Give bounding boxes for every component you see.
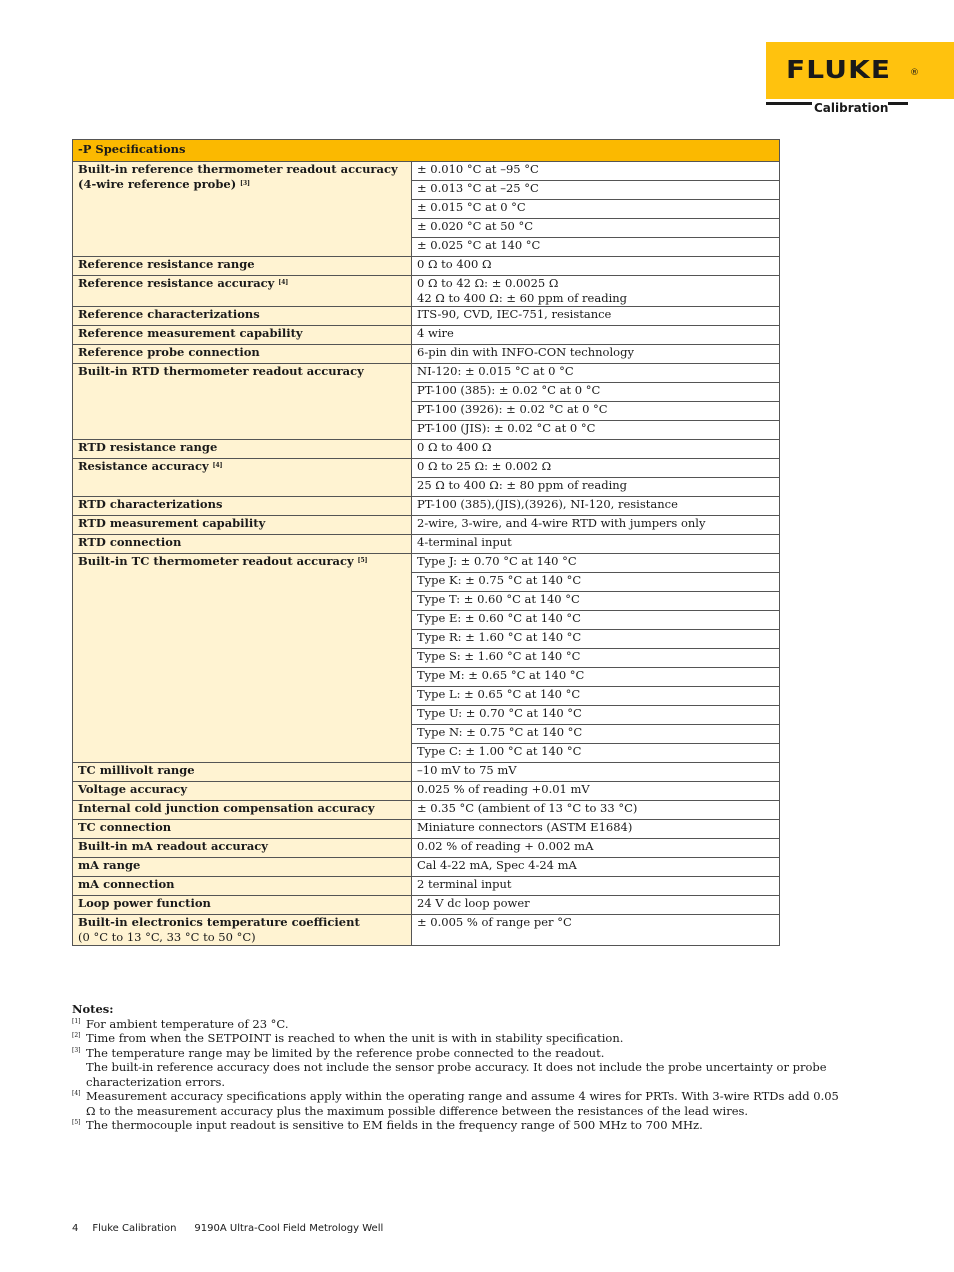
spec-value: ± 0.015 °C at 0 °C [412,200,780,219]
logo-registered-mark: ® [910,68,919,78]
spec-value: PT-100 (385),(JIS),(3926), NI-120, resistance [412,497,780,516]
table-row [73,364,780,383]
spec-value: Type U: ± 0.70 °C at 140 °C [412,706,780,725]
spec-label-text: TC millivolt range [78,763,195,777]
spec-value: ± 0.35 °C (ambient of 13 °C to 33 °C) [412,801,780,820]
spec-label-text: Reference resistance range [78,257,255,271]
spec-label-text: Reference measurement capability [78,326,303,340]
footnote-ref: [4] [212,462,223,469]
spec-value: 4 wire [412,326,780,345]
note-text: Measurement accuracy specifications apply within the operating range and assume 4 wires for PRTs. With 3-wire RTDs add 0.05 Ω to the measurement accuracy plus the maximum possible difference between the resistances of the lead wires. [86,1089,839,1118]
spec-value: 0 Ω to 400 Ω [412,257,780,276]
spec-value: 0 Ω to 25 Ω: ± 0.002 Ω [412,459,780,478]
spec-value: 6-pin din with INFO-CON technology [412,345,780,364]
spec-label [73,162,412,257]
table-row [73,896,780,915]
table-row [73,554,780,573]
spec-label-text: RTD resistance range [78,440,218,454]
specifications-table [72,139,780,946]
note-text-continued: The built-in reference accuracy does not include the sensor probe accuracy. It does not include the probe uncertainty or probe characterization errors. [86,1060,827,1089]
spec-value: Type L: ± 0.65 °C at 140 °C [412,687,780,706]
table-row [73,858,780,877]
note-number: [1] [72,1017,81,1025]
footnote-ref: [4] [278,279,289,286]
spec-label-text: Built-in mA readout accuracy [78,839,268,853]
note-text: The thermocouple input readout is sensitive to EM fields in the frequency range of 500 MHz to 700 MHz. [86,1118,703,1132]
spec-value: 24 V dc loop power [412,896,780,915]
spec-value: ITS-90, CVD, IEC-751, resistance [412,307,780,326]
spec-label-text: Reference resistance accuracy [78,276,275,290]
note-number: [5] [72,1119,81,1126]
spec-label [73,896,412,915]
spec-value: –10 mV to 75 mV [412,763,780,782]
table-row [73,257,780,276]
note-number: [4] [72,1090,81,1097]
footer-product: 9190A Ultra-Cool Field Metrology Well [194,1223,384,1234]
spec-label [73,839,412,858]
spec-value: ± 0.025 °C at 140 °C [412,238,780,257]
spec-value: Cal 4-22 mA, Spec 4-24 mA [412,858,780,877]
spec-label [73,801,412,820]
spec-value: Type C: ± 1.00 °C at 140 °C [412,744,780,763]
table-row [73,440,780,459]
spec-value: Type R: ± 1.60 °C at 140 °C [412,630,780,649]
spec-label [73,326,412,345]
table-row [73,516,780,535]
spec-label [73,763,412,782]
page-number: 4 [72,1223,79,1234]
spec-value: ± 0.005 % of range per °C [412,915,780,946]
spec-value: 0 Ω to 400 Ω [412,440,780,459]
spec-value: 25 Ω to 400 Ω: ± 80 ppm of reading [412,478,780,497]
spec-label-text: RTD characterizations [78,497,223,511]
note-item [72,1031,842,1046]
logo-subtitle: Calibration [814,101,889,115]
spec-value: 0.02 % of reading + 0.002 mA [412,839,780,858]
spec-value: 2 terminal input [412,877,780,896]
spec-label [73,554,412,763]
table-row [73,877,780,896]
spec-value: Type T: ± 0.60 °C at 140 °C [412,592,780,611]
spec-label-text: Built-in electronics temperature coefficient [78,915,360,929]
spec-value: PT-100 (3926): ± 0.02 °C at 0 °C [412,402,780,421]
spec-value-line: 42 Ω to 400 Ω: ± 60 ppm of reading [417,291,628,305]
spec-label-text: mA range [78,858,141,872]
note-item [72,1017,842,1032]
fluke-logo [766,42,954,99]
spec-label-text: mA connection [78,877,175,891]
table-row [73,763,780,782]
spec-label [73,858,412,877]
spec-label [73,307,412,326]
spec-label [73,820,412,839]
page-footer [72,1223,397,1234]
table-row [73,307,780,326]
footnote-ref: [3] [240,180,251,187]
table-row [73,839,780,858]
logo-brand: FLUKE [786,55,892,84]
spec-label [73,915,412,946]
spec-value: 0.025 % of reading +0.01 mV [412,782,780,801]
spec-label [73,535,412,554]
table-row [73,276,780,307]
table-row [73,535,780,554]
spec-value: Type M: ± 0.65 °C at 140 °C [412,668,780,687]
spec-label-text: Built-in reference thermometer readout accuracy (4-wire reference probe) [78,162,398,191]
note-item [72,1118,842,1133]
spec-value: ± 0.010 °C at –95 °C [412,162,780,181]
spec-label [73,877,412,896]
note-item [72,1046,842,1090]
table-row [73,326,780,345]
table-row [73,459,780,478]
spec-value: PT-100 (JIS): ± 0.02 °C at 0 °C [412,421,780,440]
spec-value: ± 0.020 °C at 50 °C [412,219,780,238]
table-row [73,782,780,801]
spec-label-text: RTD measurement capability [78,516,266,530]
note-number: [3] [72,1046,81,1054]
table-row [73,345,780,364]
notes-section [72,1002,842,1133]
spec-label-text: Voltage accuracy [78,782,188,796]
footnote-ref: [5] [357,557,368,564]
spec-label-text: TC connection [78,820,172,834]
spec-label-text: Resistance accuracy [78,459,209,473]
spec-value: PT-100 (385): ± 0.02 °C at 0 °C [412,383,780,402]
spec-label [73,497,412,516]
notes-title: Notes: [72,1002,114,1016]
spec-label-text: Internal cold junction compensation accuracy [78,801,375,815]
table-row [73,801,780,820]
spec-label-text: Built-in TC thermometer readout accuracy [78,554,354,568]
spec-label [73,257,412,276]
spec-value: Type J: ± 0.70 °C at 140 °C [412,554,780,573]
spec-label [73,364,412,440]
spec-value: 2-wire, 3-wire, and 4-wire RTD with jumpers only [412,516,780,535]
spec-value: Type K: ± 0.75 °C at 140 °C [412,573,780,592]
spec-value: NI-120: ± 0.015 °C at 0 °C [412,364,780,383]
footer-company: Fluke Calibration [92,1223,177,1234]
note-text: The temperature range may be limited by the reference probe connected to the readout. [86,1045,605,1060]
spec-label-text: Reference characterizations [78,307,260,321]
spec-label [73,345,412,364]
spec-label [73,440,412,459]
spec-value-line: 0 Ω to 42 Ω: ± 0.0025 Ω [417,276,559,290]
note-number: [2] [72,1032,81,1039]
spec-value: Miniature connectors (ASTM E1684) [412,820,780,839]
spec-value: Type S: ± 1.60 °C at 140 °C [412,649,780,668]
note-text: For ambient temperature of 23 °C. [86,1016,289,1031]
spec-label-text: Loop power function [78,896,211,910]
spec-label [73,276,412,307]
spec-label [73,782,412,801]
spec-label-text: Built-in RTD thermometer readout accuracy [78,364,364,378]
table-row [73,497,780,516]
table-title: -P Specifications [73,140,780,162]
spec-label-text: Reference probe connection [78,345,260,359]
spec-value: Type E: ± 0.60 °C at 140 °C [412,611,780,630]
note-text: Time from when the SETPOINT is reached to when the unit is with in stability specification. [86,1031,624,1045]
spec-label [73,459,412,497]
spec-value: 4-terminal input [412,535,780,554]
table-row [73,162,780,181]
spec-sublabel: (0 °C to 13 °C, 33 °C to 50 °C) [78,930,256,944]
spec-value [412,276,780,307]
note-item [72,1089,842,1118]
spec-value: Type N: ± 0.75 °C at 140 °C [412,725,780,744]
table-row [73,915,780,946]
spec-label-text: RTD connection [78,535,182,549]
spec-value: ± 0.013 °C at –25 °C [412,181,780,200]
table-row [73,820,780,839]
spec-label [73,516,412,535]
